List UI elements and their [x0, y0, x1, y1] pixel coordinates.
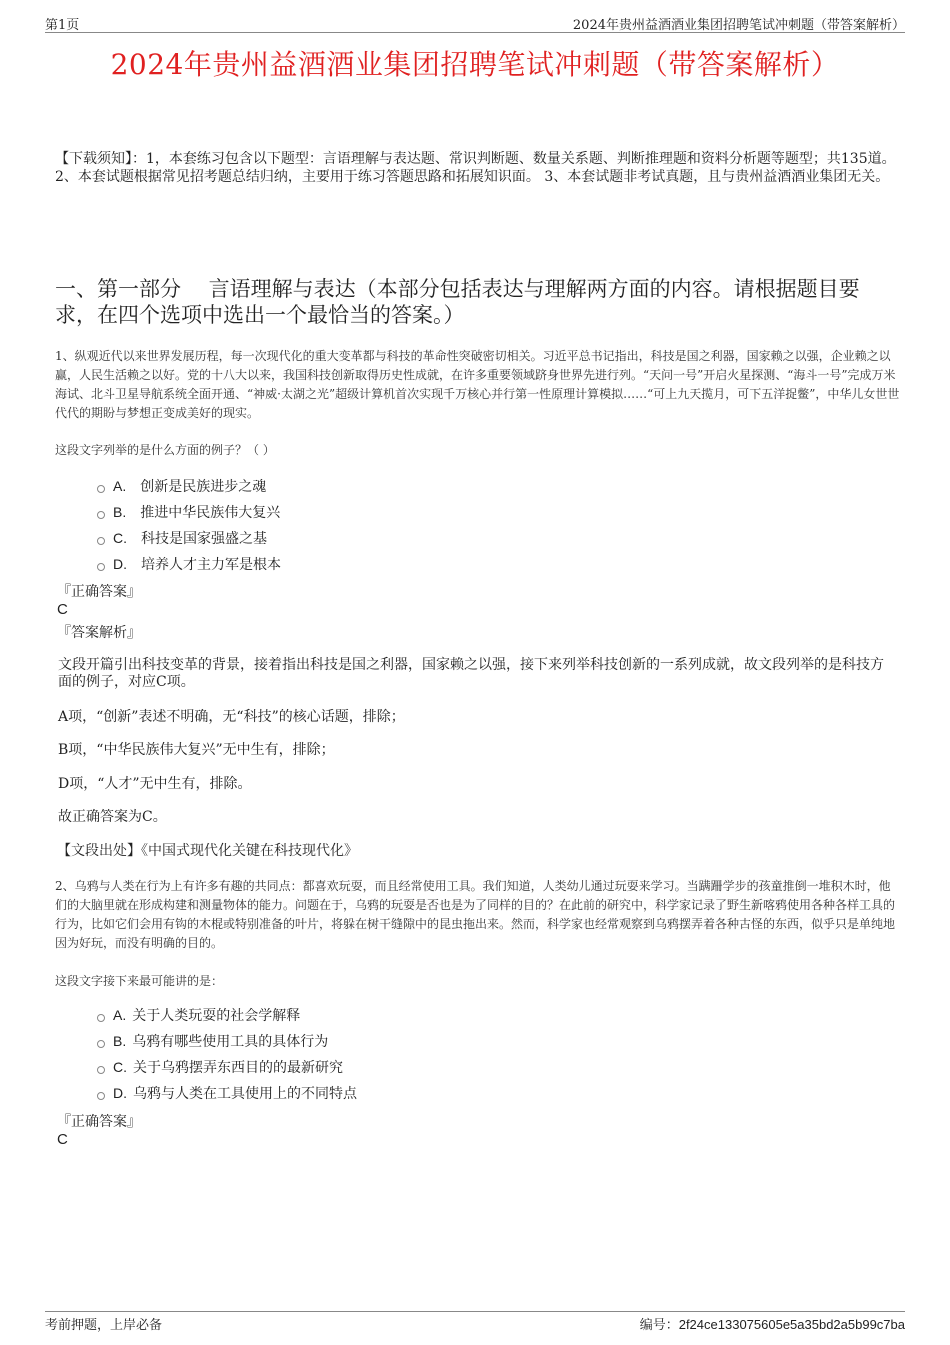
q2-option-d[interactable]: [97, 1083, 357, 1103]
q1-analysis-conclusion: 故正确答案为C。: [58, 809, 167, 825]
section-heading: 一、第一部分 言语理解与表达（本部分包括表达与理解两方面的内容。请根据题目要求，在四个选项中选出一个最恰当的答案。）: [55, 277, 860, 327]
radio-icon[interactable]: [97, 485, 105, 493]
radio-icon[interactable]: [97, 1066, 105, 1074]
q1-analysis-option-b: B项，“中华民族伟大复兴”无中生有，排除；: [58, 742, 335, 758]
footer-slogan: 考前押题，上岸必备: [45, 1318, 163, 1333]
option-text: 乌鸦有哪些使用工具的具体行为: [132, 1034, 329, 1050]
q2-answer-label: 『正确答案』: [57, 1114, 141, 1130]
question-2-passage: 2、乌鸦与人类在行为上有许多有趣的共同点：都喜欢玩耍，而且经常使用工具。我们知道，人类幼儿通过玩耍来学习。当蹒跚学步的孩童推倒一堆积木时，他们的大脑里就在形成构建和测量物体的能力。问题在于，乌鸦的玩耍是否也是为了同样的目的？在此前的研究中，科学家记录了野生新喀鸦使用各种各样工具的行为，比如它们会用有钩的木棍或特别准备的叶片，将躲在树干缝隙中的昆虫拖出来。然而，科学家也经常观察到乌鸦摆弄着各种古怪的东西，似乎只是单纯地因为好玩，而没有明确的目的。: [55, 879, 896, 950]
download-notice: 【下载须知】：1，本套练习包含以下题型：言语理解与表达题、常识判断题、数量关系题、判断推理题和资料分析题等题型；共135道。 2、本套试题根据常见招考题总结归纳，主要用于练习答题思路和拓展知识面。 3、本套试题非考试真题，且与贵州益酒酒业集团无关。: [55, 151, 896, 185]
q1-source: 【文段出处】《中国式现代化关键在科技现代化》: [57, 843, 358, 859]
footer-divider: [45, 1311, 905, 1312]
option-letter: B.: [113, 504, 127, 520]
q1-answer-label: 『正确答案』: [57, 584, 141, 600]
option-text: 创新是民族进步之魂: [140, 479, 267, 495]
q1-analysis-summary: 文段开篇引出科技变革的背景，接着指出科技是国之利器，国家赖之以强，接下来列举科技创新的一系列成就，故文段列举的是科技方面的例子，对应C项。: [58, 657, 884, 690]
option-letter: A.: [113, 478, 127, 494]
radio-icon[interactable]: [97, 1092, 105, 1100]
q1-analysis-option-a: A项，“创新”表述不明确，无“科技”的核心话题，排除；: [58, 709, 405, 725]
q2-answer: C: [57, 1131, 68, 1148]
page-number: 第1页: [45, 18, 80, 33]
q1-analysis-option-d: D项，“人才”无中生有，排除。: [58, 776, 252, 792]
q1-analysis-label: 『答案解析』: [57, 625, 141, 641]
q1-option-b[interactable]: [97, 502, 280, 522]
radio-icon[interactable]: [97, 537, 105, 545]
code-label: 编号：: [639, 1318, 679, 1333]
option-letter: B.: [113, 1033, 127, 1049]
option-text: 乌鸦与人类在工具使用上的不同特点: [133, 1086, 357, 1102]
q1-option-a[interactable]: [97, 476, 266, 496]
q1-answer: C: [57, 601, 68, 618]
option-text: 关于人类玩耍的社会学解释: [132, 1008, 301, 1024]
option-text: 培养人才主力军是根本: [141, 557, 281, 573]
q2-option-a[interactable]: [97, 1005, 300, 1025]
option-text: 推进中华民族伟大复兴: [140, 505, 281, 521]
option-letter: A.: [113, 1007, 127, 1023]
q1-option-c[interactable]: [97, 528, 267, 548]
question-1-prompt: 这段文字列举的是什么方面的例子？（ ）: [55, 443, 275, 457]
q1-option-d[interactable]: [97, 554, 281, 574]
header-divider: [45, 32, 905, 33]
document-title: 2024年贵州益酒酒业集团招聘笔试冲刺题（带答案解析）: [110, 48, 840, 81]
option-letter: D.: [113, 556, 127, 572]
footer-document-code: [640, 1314, 905, 1333]
radio-icon[interactable]: [97, 1040, 105, 1048]
radio-icon[interactable]: [97, 511, 105, 519]
code-value: 2f24ce133075605e5a35bd2a5b99c7ba: [678, 1317, 905, 1332]
option-letter: D.: [113, 1085, 127, 1101]
q2-option-b[interactable]: [97, 1031, 328, 1051]
q2-option-c[interactable]: [97, 1057, 343, 1077]
radio-icon[interactable]: [97, 563, 105, 571]
running-header-title: 2024年贵州益酒酒业集团招聘笔试冲刺题（带答案解析）: [572, 18, 905, 33]
question-1-passage: 1、纵观近代以来世界发展历程，每一次现代化的重大变革都与科技的革命性突破密切相关。习近平总书记指出，科技是国之利器，国家赖之以强，企业赖之以赢，人民生活赖之以好。党的十八大以来，我国科技创新取得历史性成就，在许多重要领域跻身世界先进行列。“天问一号”开启火星探测、“海斗一号”完成万米海试、北斗卫星导航系统全面开通、“神威·太湖之光”超级计算机首次实现千万核心并行第一性原理计算模拟……“可上九天揽月，可下五洋捉鳖”，中华儿女世世代代的期盼与梦想正变成美好的现实。: [55, 349, 900, 420]
radio-icon[interactable]: [97, 1014, 105, 1022]
option-text: 科技是国家强盛之基: [141, 531, 267, 547]
option-letter: C.: [113, 530, 127, 546]
option-letter: C.: [113, 1059, 127, 1075]
question-2-prompt: 这段文字接下来最可能讲的是：: [55, 974, 224, 988]
option-text: 关于乌鸦摆弄东西目的的最新研究: [133, 1060, 343, 1076]
